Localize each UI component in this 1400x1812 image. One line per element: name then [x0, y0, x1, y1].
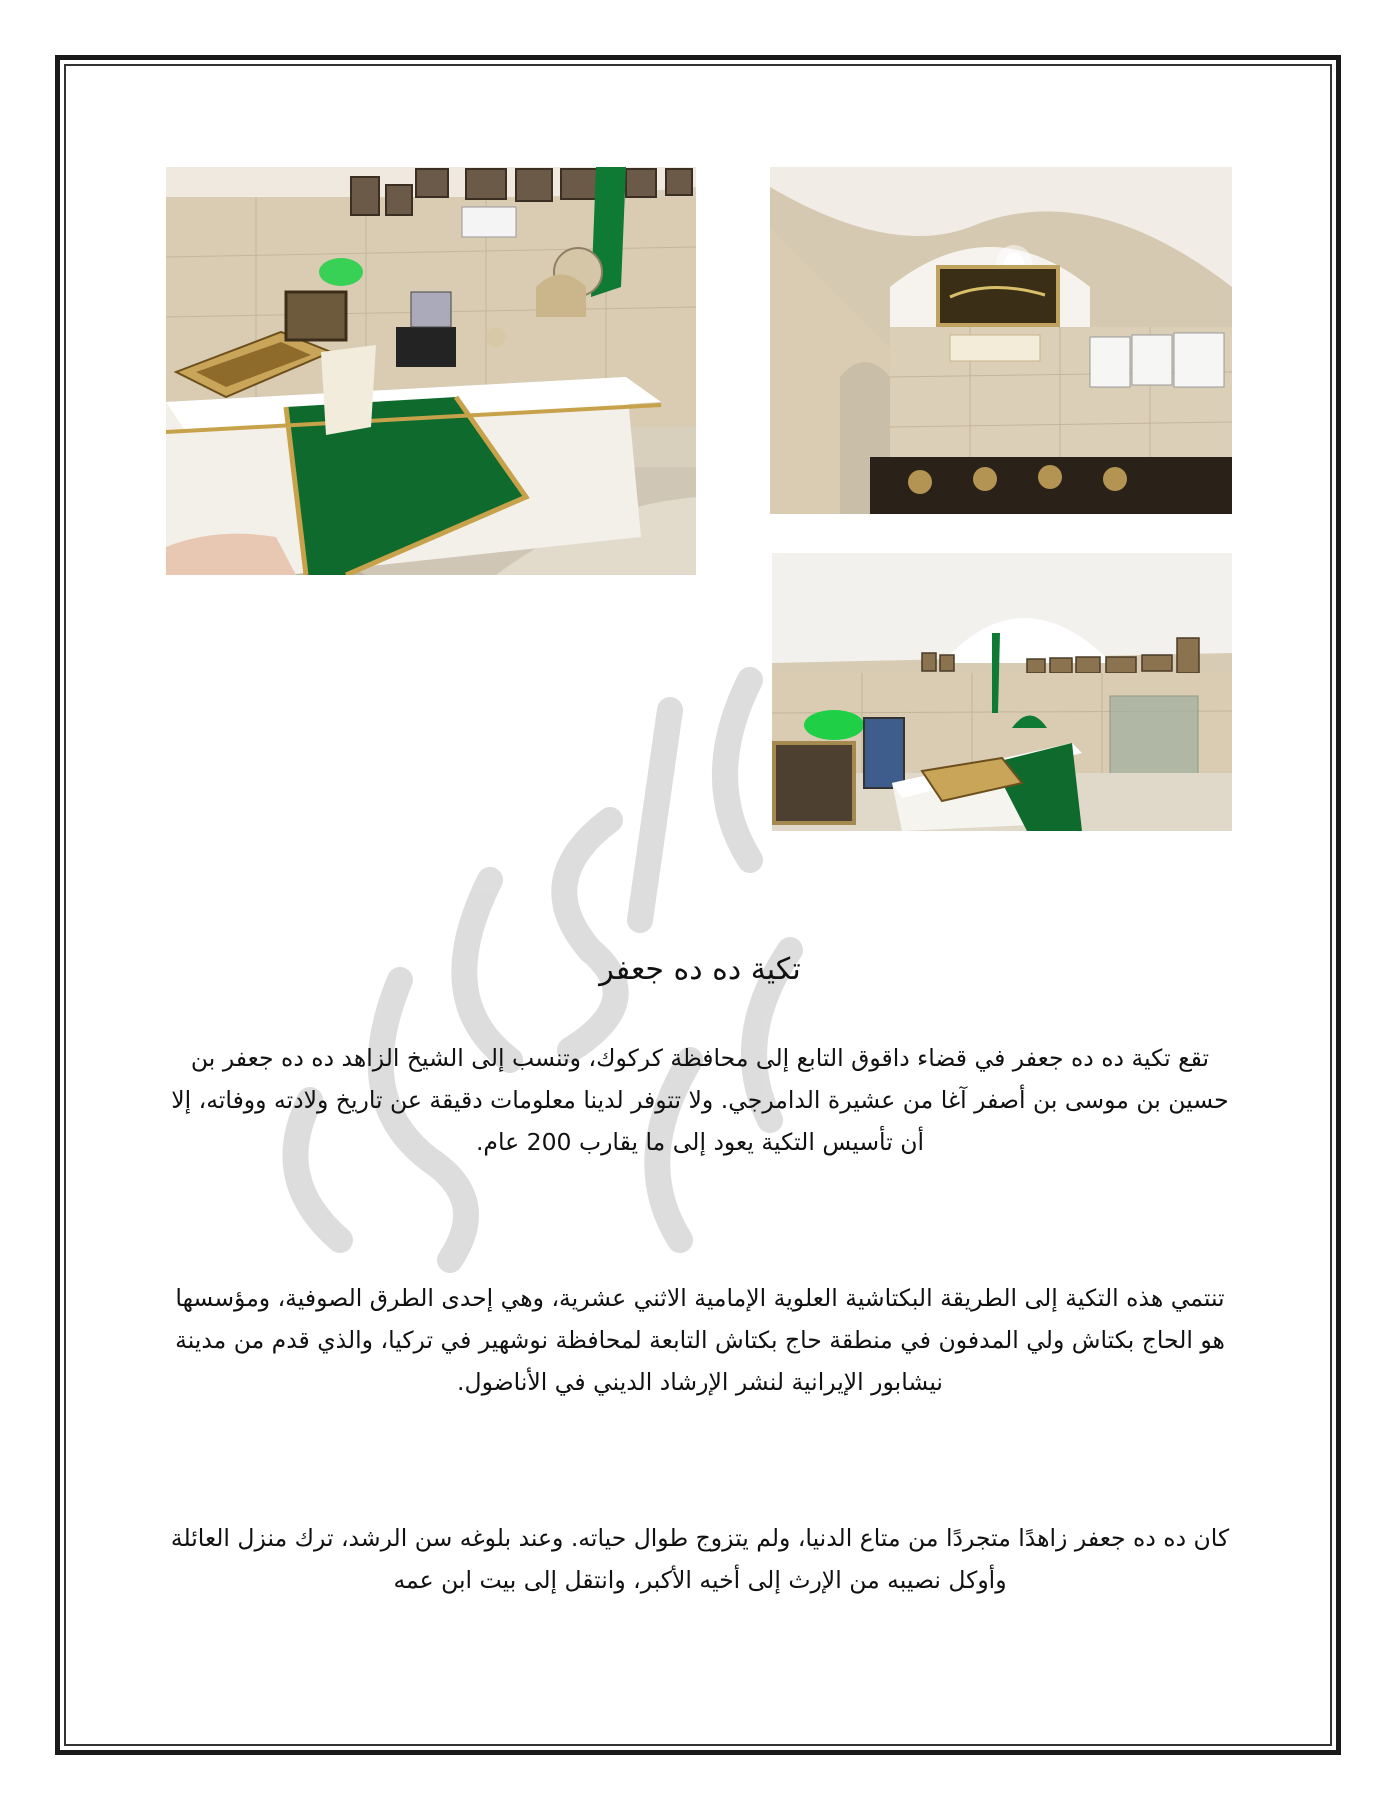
- document-title: تكية ده ده جعفر: [599, 952, 801, 987]
- paragraph-3: كان ده ده جعفر زاهدًا متجردًا من متاع الدنيا، ولم يتزوج طوال حياته. وعند بلوغه سن الرشد، ترك منزل العائلة وأوكل نصيبه من الإرث إلى أخيه الأكبر، وانتقل إلى بيت ابن عمه: [170, 1524, 1230, 1594]
- shrine-room-photo: [770, 167, 1232, 514]
- paragraph-2: تنتمي هذه التكية إلى الطريقة البكتاشية العلوية الإمامية الاثني عشرية، وهي إحدى الطرق الصوفية، ومؤسسها هو الحاج بكتاش ولي المدفون في منطقة حاج بكتاش التابعة لمحافظة نوشهير في تركيا، والذي قدم من مدينة نيشابور الإيرانية لنشر الإرشاد الديني في الأناضول.: [175, 1284, 1225, 1396]
- shrine-tomb-photo: [166, 167, 696, 575]
- paragraph-1: تقع تكية ده ده جعفر في قضاء داقوق التابع إلى محافظة كركوك، وتنسب إلى الشيخ الزاهد ده ده جعفر بن حسين بن موسى بن أصفر آغا من عشيرة الدامرجي. ولا تتوفر لدينا معلومات دقيقة عن تاريخ ولادته ووفاته، إلا أن تأسيس التكية يعود إلى ما يقارب 200 عام.: [171, 1044, 1229, 1156]
- shrine-hall-photo: [772, 553, 1232, 831]
